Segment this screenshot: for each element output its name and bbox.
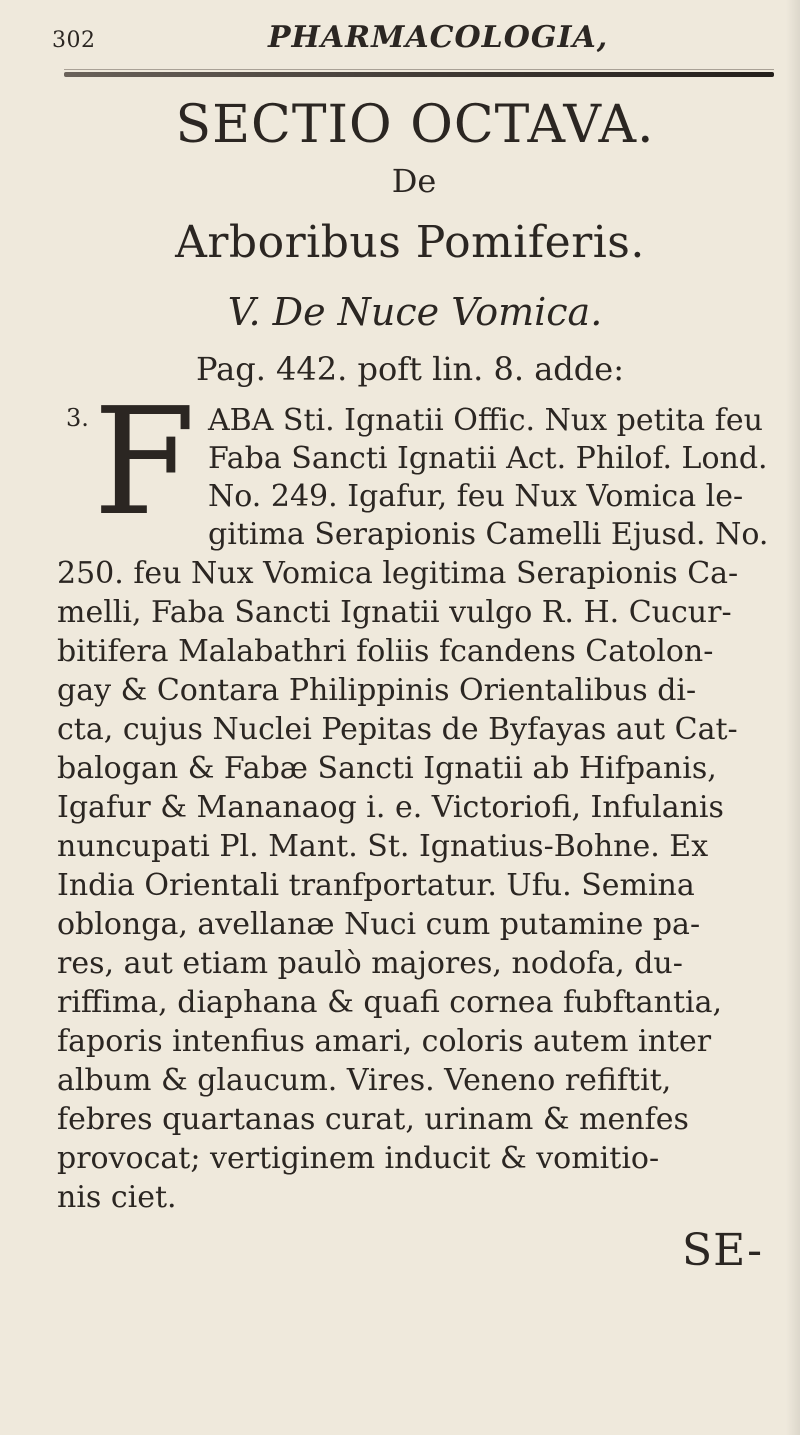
page-edge-shadow [786, 0, 800, 1435]
text-line: riffima, diaphana & quafi cornea fubftantia, [57, 985, 723, 1020]
entry-number: 3. [66, 404, 89, 432]
text-line: bitifera Malabathri foliis fcandens Catolon- [57, 634, 714, 669]
text-line: balogan & Fabæ Sancti Ignatii ab Hifpanis, [57, 751, 717, 786]
text-line: ABA Sti. Ignatii Offic. Nux petita feu [208, 403, 763, 438]
text-line: melli, Faba Sancti Ignatii vulgo R. H. Cucur- [57, 595, 732, 630]
chapter-title: V. De Nuce Vomica. [227, 290, 603, 334]
text-line: album & glaucum. Vires. Veneno refiftit, [57, 1063, 672, 1098]
text-line: Igafur & Mananaog i. e. Victoriofi, Infulanis [57, 790, 724, 825]
catchword: SE- [682, 1225, 763, 1276]
text-line: gay & Contara Philippinis Orientalibus di- [57, 673, 697, 708]
text-line: No. 249. Igafur, feu Nux Vomica le- [208, 479, 744, 514]
text-line: faporis intenfius amari, coloris autem inter [57, 1024, 712, 1059]
section-de: De [391, 162, 437, 200]
text-line: 250. feu Nux Vomica legitima Serapionis Ca- [57, 556, 739, 591]
header-rule-thin [64, 69, 774, 70]
subject-title: Arboribus Pomiferis. [175, 217, 645, 268]
section-title: SECTIO OCTAVA. [175, 95, 655, 155]
running-head: PHARMACOLOGIA, [268, 20, 609, 55]
text-line: febres quartanas curat, urinam & menfes [57, 1102, 689, 1137]
insertion-instruction: Pag. 442. poft lin. 8. adde: [196, 350, 624, 388]
text-line: provocat; vertiginem inducit & vomitio- [57, 1141, 660, 1176]
text-line: Faba Sancti Ignatii Act. Philof. Lond. [208, 441, 768, 476]
page-number: 302 [52, 28, 96, 53]
text-line: nuncupati Pl. Mant. St. Ignatius-Bohne. Ex [57, 829, 709, 864]
text-line: oblonga, avellanæ Nuci cum putamine pa- [57, 907, 701, 942]
drop-cap: F [93, 376, 196, 548]
text-line: India Orientali tranfportatur. Ufu. Semina [57, 868, 695, 903]
page-header [0, 0, 800, 90]
text-line: gitima Serapionis Camelli Ejusd. No. [208, 517, 769, 552]
header-rule [64, 72, 774, 77]
text-line: cta, cujus Nuclei Pepitas de Byfayas aut Cat- [57, 712, 738, 747]
text-line: nis ciet. [57, 1180, 177, 1215]
text-line: res, aut etiam paulò majores, nodofa, du- [57, 946, 683, 981]
